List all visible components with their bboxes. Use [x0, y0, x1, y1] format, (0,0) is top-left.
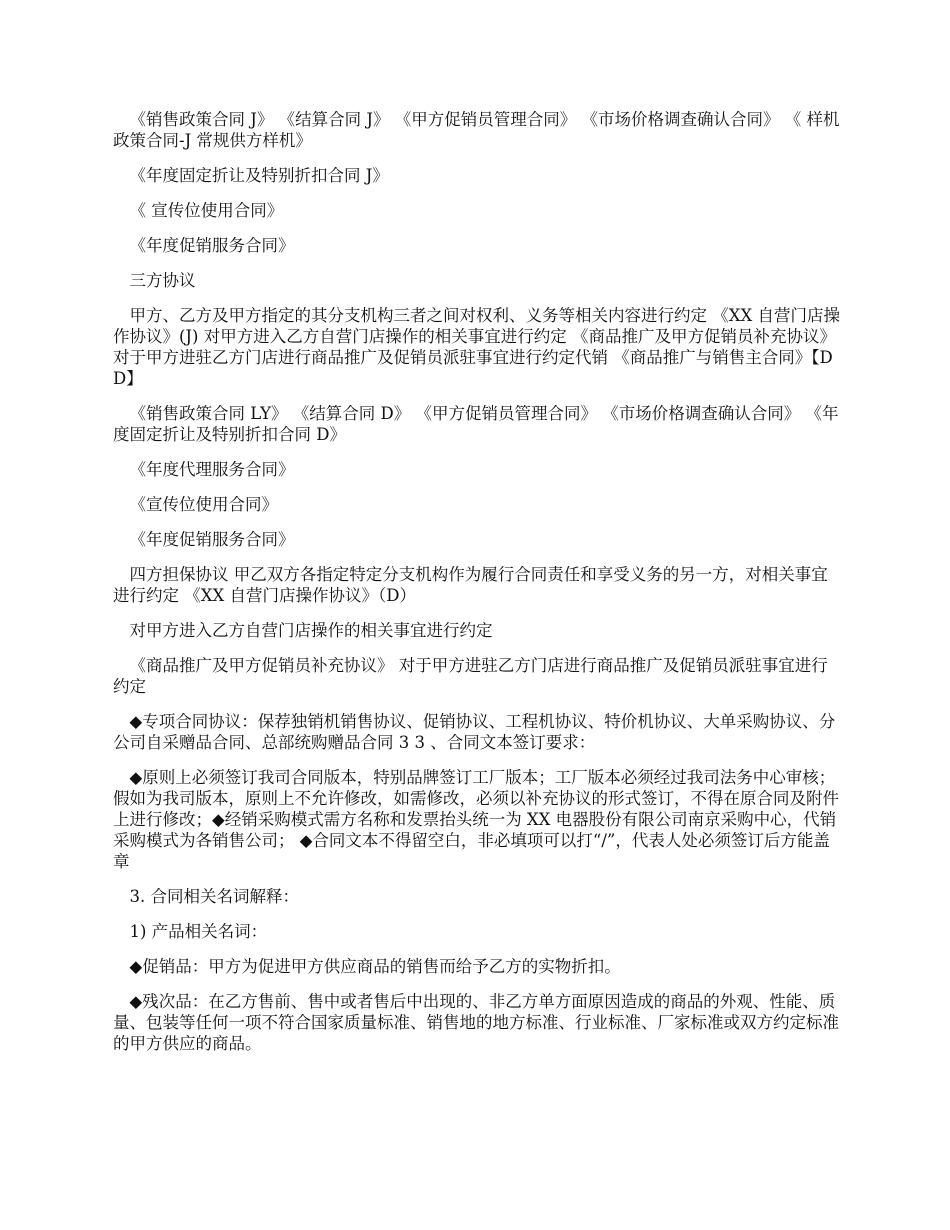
paragraph-sales-contracts-j: 《销售政策合同 J》 《结算合同 J》 《甲方促销员管理合同》 《市场价格调查确认合同》 《 样机政策合同-J 常规供方样机》 [113, 110, 840, 150]
paragraph-ad-space-contract-2: 《宣传位使用合同》 [129, 495, 278, 514]
paragraph-promotion-agreement: 《商品推广及甲方促销员补充协议》 对于甲方进驻乙方门店进行商品推广及促销员派驻事宜进行约定 [113, 656, 828, 696]
paragraph-heading-terms: 3. 合同相关名词解释： [129, 887, 299, 906]
paragraph-quadripartite: 四方担保协议 甲乙双方各指定特定分支机构作为履行合同责任和享受义务的另一方，对相关事宜进行约定 《XX 自营门店操作协议》（D） [113, 565, 828, 605]
paragraph-annual-agency-service: 《年度代理服务合同》 [129, 460, 295, 479]
paragraph-signing-requirements: ◆原则上必须签订我司合同版本，特别品牌签订工厂版本；工厂版本必须经过我司法务中心审核；假如为我司版本，原则上不允许修改，如需修改，必须以补充协议的形式签订，不得在原合同及附件上进行修改；◆经销采购模式需方名称和发票抬头统一为 XX 电器股份有限公司南京采购中心，代销采购模式为各销售公司； ◆合同文本不得留空白，非必填项可以打“/”，代表人处必须签订后方能盖章 [113, 768, 839, 871]
paragraph-heading-tripartite: 三方协议 [129, 271, 196, 290]
paragraph-heading-product-terms: 1) 产品相关名词： [129, 922, 268, 941]
paragraph-annual-discount-j: 《年度固定折让及特别折扣合同 J》 [129, 166, 389, 185]
paragraph-special-contracts: ◆专项合同协议：保荐独销机销售协议、促销协议、工程机协议、特价机协议、大单采购协议、分公司自采赠品合同、总部统购赠品合同 3 3 、合同文本签订要求： [113, 712, 836, 752]
document-page [113, 109, 843, 1068]
paragraph-annual-promo-service: 《年度促销服务合同》 [129, 236, 295, 255]
paragraph-tripartite-details: 甲方、乙方及甲方指定的其分支机构三者之间对权利、义务等相关内容进行约定 《XX 自营门店操作协议》(J) 对甲方进入乙方自营门店操作的相关事宜进行约定 《商品推广及甲方促销员补充协议》 对于甲方进驻乙方门店进行商品推广及促销员派驻事宜进行约定代销 《商品推广与销售主合同》【D D】 [113, 306, 840, 388]
paragraph-defective-goods: ◆残次品：在乙方售前、售中或者售后中出现的、非乙方单方面原因造成的商品的外观、性能、质量、包装等任何一项不符合国家质量标准、销售地的地方标准、行业标准、厂家标准或双方约定标准的甲方供应的商品。 [113, 992, 839, 1053]
paragraph-self-store-operation: 对甲方进入乙方自营门店操作的相关事宜进行约定 [129, 621, 493, 640]
paragraph-promo-goods: ◆促销品：甲方为促进甲方供应商品的销售而给予乙方的实物折扣。 [129, 957, 621, 976]
paragraph-sales-contracts-d: 《销售政策合同 LY》 《结算合同 D》 《甲方促销员管理合同》 《市场价格调查确认合同》 《年度固定折让及特别折扣合同 D》 [113, 404, 839, 444]
paragraph-annual-promo-service-2: 《年度促销服务合同》 [129, 530, 295, 549]
paragraph-ad-space-contract: 《 宣传位使用合同》 [129, 201, 284, 220]
